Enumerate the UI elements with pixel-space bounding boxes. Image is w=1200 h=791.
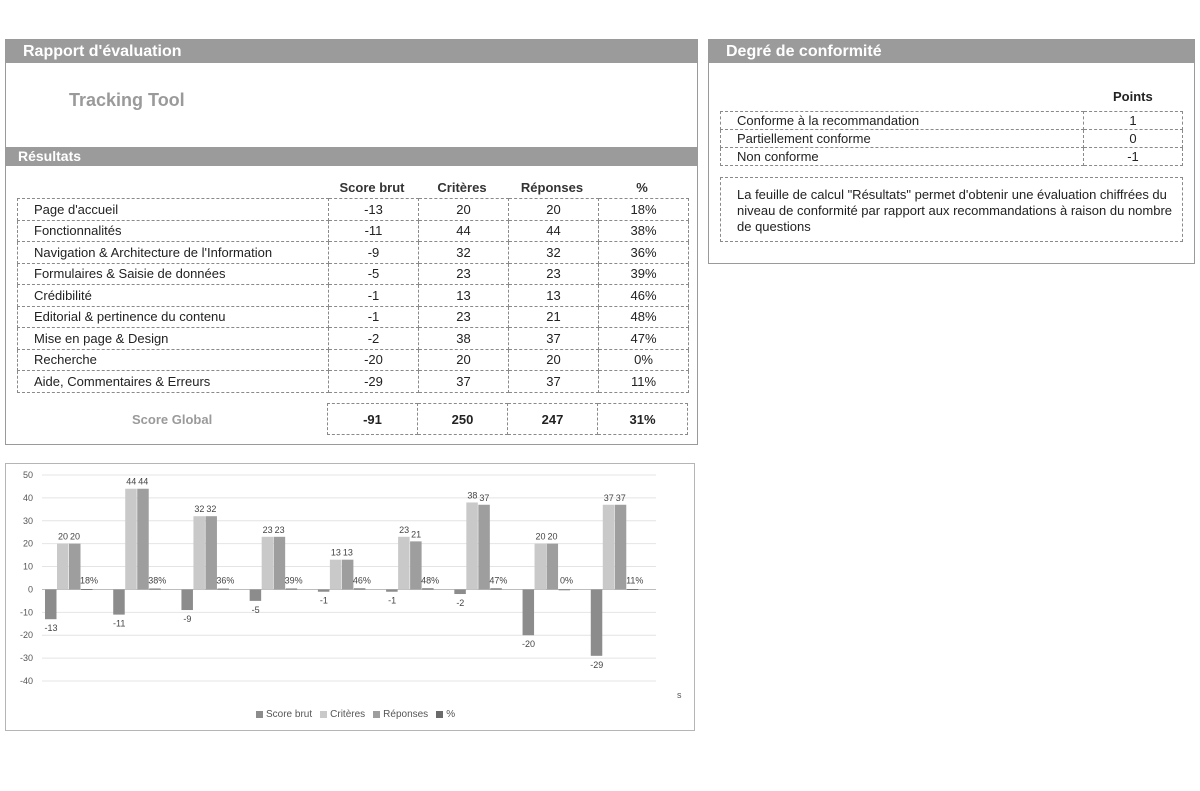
bar-Score brut — [250, 589, 262, 600]
cell-reponses: 21 — [509, 306, 599, 328]
bar-% — [81, 589, 93, 590]
cell-label: Page d'accueil — [18, 199, 329, 221]
legend-item — [436, 709, 455, 720]
legend-swatch — [256, 711, 263, 718]
cell-score: -1 — [329, 285, 419, 307]
column-header-pct: % — [636, 180, 648, 195]
data-label: 38 — [467, 490, 478, 501]
bar-Critères — [535, 544, 547, 590]
data-label: -9 — [183, 614, 192, 625]
bar-Score brut — [113, 589, 125, 614]
cell-label: Aide, Commentaires & Erreurs — [18, 371, 329, 393]
column-header-criteres: Critères — [437, 180, 487, 195]
data-label: 44 — [126, 476, 137, 487]
conformity-label: Conforme à la recommandation — [721, 112, 1084, 130]
bar-% — [354, 588, 366, 589]
data-label: 13 — [330, 547, 341, 558]
data-label: 20 — [535, 531, 546, 542]
y-tick-label: 10 — [22, 561, 33, 572]
bar-Critères — [330, 560, 342, 590]
cell-pct: 18% — [599, 199, 689, 221]
data-label: -29 — [590, 659, 604, 670]
cell-pct: 48% — [599, 306, 689, 328]
cell-reponses: 20 — [509, 349, 599, 371]
cell-criteres: 13 — [419, 285, 509, 307]
bar-Critères — [466, 502, 478, 589]
data-label: 47% — [489, 575, 508, 586]
table-row — [18, 285, 689, 307]
data-label: 46% — [352, 575, 371, 586]
bar-Critères — [193, 516, 205, 589]
cell-score: -11 — [329, 220, 419, 242]
bar-Score brut — [386, 589, 398, 591]
global-pct: 31% — [598, 404, 688, 435]
data-label: 20 — [57, 531, 69, 542]
legend-swatch — [320, 711, 327, 718]
cell-score: -20 — [329, 349, 419, 371]
bar-Réponses — [615, 505, 627, 590]
cell-score: -2 — [329, 328, 419, 350]
cell-label: Mise en page & Design — [18, 328, 329, 350]
data-label: -2 — [456, 598, 465, 609]
table-row — [18, 349, 689, 371]
legend-label: Score brut — [266, 709, 313, 720]
y-tick-label: 0 — [27, 584, 33, 595]
data-label: 37 — [615, 492, 626, 503]
y-tick-label: -20 — [19, 630, 33, 641]
conformity-label: Partiellement conforme — [721, 130, 1084, 148]
data-label: -20 — [522, 639, 536, 650]
cell-reponses: 13 — [509, 285, 599, 307]
bar-% — [217, 589, 229, 590]
cell-label: Fonctionnalités — [18, 220, 329, 242]
cell-pct: 36% — [599, 242, 689, 264]
results-title: Résultats — [6, 147, 697, 166]
cell-score: -9 — [329, 242, 419, 264]
bar-Critères — [603, 505, 615, 590]
global-score-label: Score Global — [132, 412, 213, 427]
cell-reponses: 20 — [509, 199, 599, 221]
data-label: 38% — [148, 575, 167, 586]
y-tick-label: 20 — [22, 538, 33, 549]
bar-Réponses — [410, 541, 422, 589]
results-table — [17, 198, 689, 393]
cell-reponses: 44 — [509, 220, 599, 242]
data-label: 23 — [274, 524, 285, 535]
conformity-row — [721, 130, 1183, 148]
bar-Score brut — [591, 589, 603, 655]
data-label: 37 — [479, 492, 490, 503]
y-tick-label: 30 — [22, 515, 33, 526]
y-tick-label: -10 — [19, 607, 33, 618]
cell-pct: 11% — [599, 371, 689, 393]
data-label: 23 — [262, 524, 273, 535]
cell-label: Recherche — [18, 349, 329, 371]
data-label: 44 — [138, 476, 149, 487]
chart-legend — [256, 709, 455, 720]
conformity-points: 1 — [1084, 112, 1183, 130]
cell-reponses: 37 — [509, 371, 599, 393]
data-label: -11 — [113, 618, 126, 629]
legend-swatch — [373, 711, 380, 718]
table-row — [18, 306, 689, 328]
bar-% — [559, 589, 571, 590]
report-title: Rapport d'évaluation — [6, 40, 697, 63]
cell-criteres: 44 — [419, 220, 509, 242]
report-panel — [5, 39, 698, 445]
bar-Réponses — [274, 537, 286, 590]
cell-label: Navigation & Architecture de l'Information — [18, 242, 329, 264]
cell-pct: 47% — [599, 328, 689, 350]
bar-chart — [6, 464, 694, 730]
y-tick-label: -40 — [19, 676, 33, 686]
bar-Score brut — [181, 589, 193, 610]
bar-Réponses — [478, 505, 490, 590]
conformity-points: -1 — [1084, 148, 1183, 166]
data-label: 13 — [342, 547, 353, 558]
data-label: 0% — [560, 575, 574, 586]
table-row — [18, 220, 689, 242]
data-label: 32 — [206, 504, 217, 515]
conformity-table — [720, 111, 1183, 166]
table-row — [18, 371, 689, 393]
data-label: 21 — [411, 529, 422, 540]
bar-Critères — [57, 544, 69, 590]
legend-item — [256, 709, 312, 720]
bar-% — [627, 589, 639, 590]
global-reponses: 247 — [508, 404, 598, 435]
bar-Réponses — [342, 560, 354, 590]
table-row — [18, 263, 689, 285]
cell-criteres: 20 — [419, 349, 509, 371]
tool-name: Tracking Tool — [69, 90, 185, 110]
cell-reponses: 23 — [509, 263, 599, 285]
cell-criteres: 20 — [419, 199, 509, 221]
data-label: 20 — [547, 531, 558, 542]
legend-swatch — [436, 711, 443, 718]
bar-Réponses — [205, 516, 217, 589]
data-label: -13 — [44, 623, 58, 634]
column-header-reponses: Réponses — [520, 180, 584, 195]
data-label: 20 — [69, 531, 81, 542]
conformity-note: La feuille de calcul "Résultats" permet d'obtenir une évaluation chiffrées du niveau de conformité par rapport aux recommandations à raison du nombre de questions — [720, 177, 1183, 242]
y-tick-label: 40 — [22, 492, 33, 503]
bar-% — [149, 589, 161, 590]
global-score-table — [327, 403, 688, 435]
conformity-panel — [708, 39, 1195, 264]
cell-pct: 0% — [599, 349, 689, 371]
bar-% — [422, 588, 434, 589]
cell-score: -13 — [329, 199, 419, 221]
cell-score: -5 — [329, 263, 419, 285]
bar-Score brut — [318, 589, 330, 591]
table-row — [18, 199, 689, 221]
global-score: -91 — [328, 404, 418, 435]
cell-label: Editorial & pertinence du contenu — [18, 306, 329, 328]
points-header: Points — [1113, 89, 1153, 104]
data-label: 39% — [284, 575, 303, 586]
cell-pct: 39% — [599, 263, 689, 285]
bar-Critères — [125, 489, 137, 590]
global-criteres: 250 — [418, 404, 508, 435]
data-label: 32 — [194, 504, 205, 515]
cell-criteres: 38 — [419, 328, 509, 350]
cell-reponses: 32 — [509, 242, 599, 264]
legend-label: Critères — [330, 709, 366, 720]
conformity-title: Degré de conformité — [709, 40, 1194, 63]
bar-Critères — [262, 537, 274, 590]
cell-score: -1 — [329, 306, 419, 328]
cell-label: Formulaires & Saisie de données — [18, 263, 329, 285]
bar-Réponses — [69, 544, 81, 590]
axis-label-fragment: s — [677, 690, 682, 700]
bar-Score brut — [523, 589, 535, 635]
data-label: 11% — [626, 575, 644, 586]
cell-pct: 38% — [599, 220, 689, 242]
cell-label: Crédibilité — [18, 285, 329, 307]
bar-Critères — [398, 537, 410, 590]
bar-Réponses — [547, 544, 559, 590]
cell-criteres: 23 — [419, 263, 509, 285]
bar-Réponses — [137, 489, 149, 590]
y-tick-label: 50 — [22, 470, 33, 480]
cell-criteres: 37 — [419, 371, 509, 393]
table-row — [18, 242, 689, 264]
data-label: -5 — [251, 604, 260, 615]
bar-Score brut — [45, 589, 57, 619]
cell-reponses: 37 — [509, 328, 599, 350]
data-label: -1 — [319, 595, 328, 606]
bar-Score brut — [454, 589, 466, 594]
conformity-points: 0 — [1084, 130, 1183, 148]
legend-item — [320, 709, 365, 720]
legend-label: % — [446, 709, 456, 720]
data-label: 37 — [603, 492, 614, 503]
column-header-score: Score brut — [339, 180, 405, 195]
cell-pct: 46% — [599, 285, 689, 307]
y-tick-label: -30 — [19, 653, 33, 664]
table-row — [18, 328, 689, 350]
chart-panel — [5, 463, 695, 731]
data-label: 23 — [399, 524, 410, 535]
data-label: -1 — [388, 595, 397, 606]
cell-criteres: 32 — [419, 242, 509, 264]
conformity-row — [721, 148, 1183, 166]
conformity-row — [721, 112, 1183, 130]
cell-criteres: 23 — [419, 306, 509, 328]
legend-label: Réponses — [383, 709, 429, 720]
data-label: 36% — [216, 575, 235, 586]
data-label: 18% — [79, 575, 99, 586]
legend-item — [373, 709, 428, 720]
cell-score: -29 — [329, 371, 419, 393]
bar-% — [286, 589, 298, 590]
data-label: 48% — [421, 575, 440, 586]
conformity-label: Non conforme — [721, 148, 1084, 166]
bar-% — [490, 588, 502, 589]
